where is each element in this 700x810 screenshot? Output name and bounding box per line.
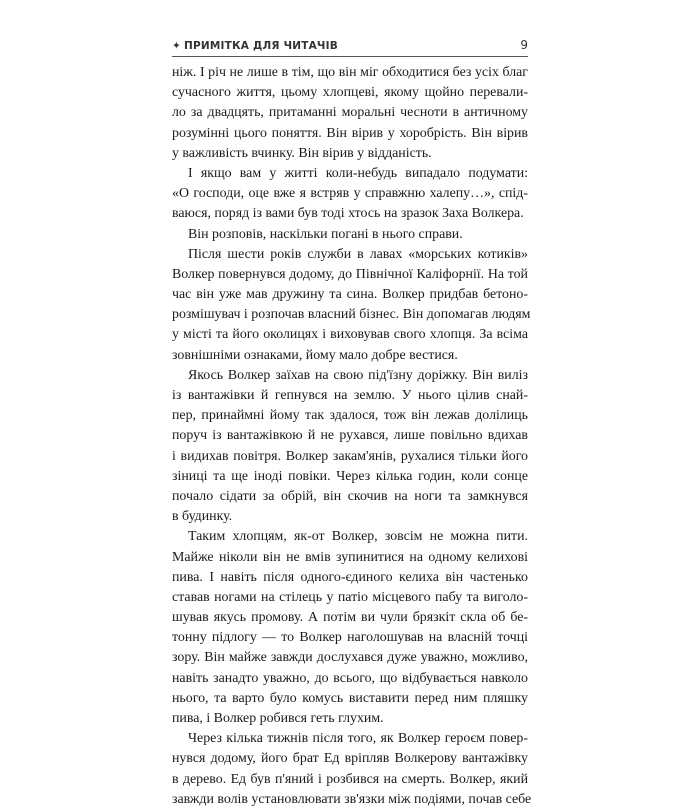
text-line: сучасного життя, цьому хлопцеві, якому щойно перевали-: [172, 85, 528, 101]
text-line: нього, та варто було комусь виставити перед ним пляшку: [172, 690, 528, 706]
chapter-title: [172, 40, 338, 52]
header-divider: [172, 56, 528, 57]
star-ornament-icon: ✦: [172, 40, 181, 52]
text-line: пива, і Волкер робився геть глухим.: [172, 711, 384, 726]
text-line: Волкер повернувся додому, до Північної Каліфорнії. На той: [172, 266, 528, 282]
text-line: ваюся, поряд із вами був тоді хтось на зразок Заха Волкера.: [172, 206, 524, 222]
text-line: почало сідати за обрій, він скочив на ноги та замкнувся: [172, 488, 528, 504]
text-line: Таким хлопцям, як-от Волкер, зовсім не можна пити.: [188, 529, 528, 545]
text-line: завжди волів установлювати зв'язки між подіями, почав себе: [172, 791, 532, 807]
text-line: навіть занадто уважно, до всього, що відбувається навколо: [172, 670, 528, 686]
text-line: пер, принаймні йому так здалося, тож він лежав долілиць: [172, 408, 528, 424]
text-line: поруч із вантажівкою й не рухався, лише повільно вдихав: [172, 428, 528, 444]
text-line: у місті та його околицях і виховував свого хлопця. За всіма: [172, 327, 528, 343]
text-line: «О господи, оце вже я встряв у справжню халепу…», спід-: [172, 186, 528, 202]
text-line: зіниці та ще іноді повіки. Через кілька годин, коли сонце: [172, 468, 528, 484]
text-line: шував якусь промову. А потім ви чули брязкіт скла об бе-: [172, 610, 528, 626]
text-line: нувся додому, його брат Ед вріпляв Волкерову вантажівку: [172, 751, 528, 767]
body-text: [172, 63, 532, 810]
running-head: [172, 38, 528, 58]
text-line: пива. І навіть після одного-єдиного келиха він частенько: [172, 569, 528, 585]
text-line: тонну підлогу — то Волкер наголошував на власній точці: [172, 630, 528, 646]
page-number: 9: [520, 38, 528, 52]
text-line: розмішувач і розпочав власний бізнес. Він допомагав людям: [172, 307, 531, 323]
text-line: зору. Він майже завжди дослухався дуже уважно, можливо,: [172, 650, 528, 666]
text-line: розумінні цього поняття. Він вірив у хоробрість. Він вірив: [172, 125, 528, 141]
text-line: зовнішніми ознаками, йому мало добре вестися.: [172, 347, 458, 363]
text-line: Майже ніколи він не вмів зупинитися на одному келихові: [172, 549, 528, 565]
text-line: в дерево. Ед був п'яний і розбився на смерть. Волкер, який: [172, 771, 528, 787]
text-line: Він розповів, наскільки погані в нього справи.: [188, 226, 463, 242]
text-line: Якось Волкер заїхав на свою під'їзну доріжку. Він виліз: [188, 367, 528, 383]
text-line: у важливість вчинку. Він вірив у відданість.: [172, 145, 432, 161]
text-line: Через кілька тижнів після того, як Волкер героєм повер-: [188, 731, 528, 747]
text-line: час він уже мав дружину та сина. Волкер придбав бетоно-: [172, 287, 528, 303]
text-line: ставав ногами на стілець у патіо місцевого пабу та виголо-: [172, 589, 528, 605]
text-line: І якщо вам у житті коли-небудь випадало подумати:: [188, 165, 528, 181]
text-line: в будинку.: [172, 509, 233, 525]
text-line: із вантажівки й гепнувся на землю. У нього цілив снай-: [172, 388, 528, 403]
text-line: ло за двадцять, притаманні моральні чесноти в античному: [172, 105, 528, 121]
text-line: і видихав повітря. Волкер закам'янів, рухалися тільки його: [172, 448, 528, 464]
chapter-title-text: ПРИМІТКА ДЛЯ ЧИТАЧІВ: [184, 40, 338, 52]
text-line: ніж. І річ не лише в тім, що він міг обходитися без усіх благ: [172, 65, 528, 80]
text-line: Після шести років служби в лавах «морських котиків»: [188, 246, 528, 262]
